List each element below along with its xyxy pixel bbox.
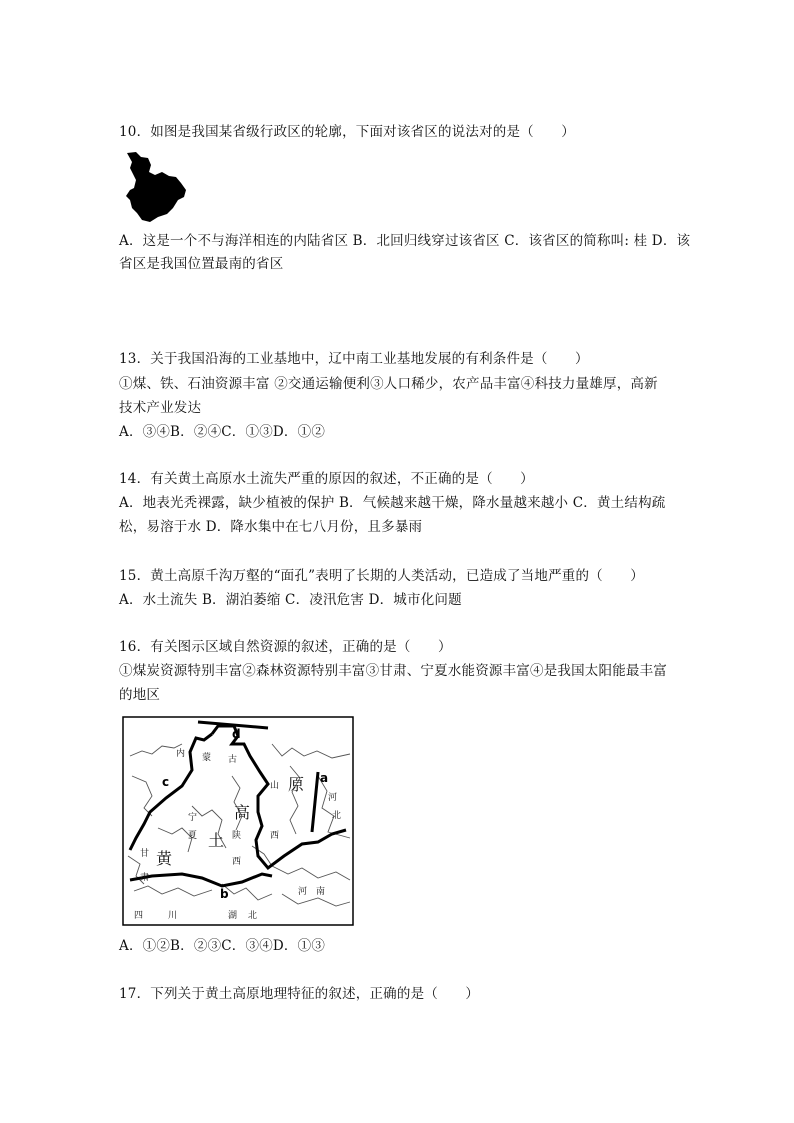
province-silhouette bbox=[126, 152, 186, 222]
label-ning: 宁 bbox=[188, 813, 198, 823]
label-nei: 内 bbox=[176, 749, 186, 759]
q14-options-line1: A．地表光秃裸露，缺少植被的保护 B．气候越来越干燥，降水量越来越小 C．黄土结构疏 bbox=[119, 495, 666, 511]
label-henan-he: 河 bbox=[298, 887, 308, 897]
label-bei: 北 bbox=[332, 811, 342, 821]
q13-options: A．③④B．②④C．①③D．①② bbox=[119, 424, 326, 440]
label-su: 肃 bbox=[140, 873, 150, 883]
q16-stem: 16．有关图示区域自然资源的叙述，正确的是（ ） bbox=[119, 639, 452, 655]
q16-conditions-line2: 的地区 bbox=[119, 687, 161, 703]
label-henan-nan: 南 bbox=[316, 887, 326, 897]
loess-plateau-map bbox=[122, 716, 354, 926]
label-xi-1: 西 bbox=[270, 831, 280, 841]
label-hubei-bei: 北 bbox=[248, 911, 258, 921]
label-hu: 湖 bbox=[228, 911, 238, 921]
label-chuan: 川 bbox=[168, 911, 178, 921]
label-shan: 山 bbox=[270, 781, 280, 791]
label-b: b bbox=[220, 887, 229, 901]
q10-stem: 10．如图是我国某省级行政区的轮廓，下面对该省区的说法对的是（ ） bbox=[119, 124, 575, 140]
label-d: d bbox=[232, 727, 241, 741]
label-meng: 蒙 bbox=[202, 753, 212, 763]
label-gao: 高 bbox=[234, 803, 251, 822]
q10-options-line1: A．这是一个不与海洋相连的内陆省区 B．北回归线穿过该省区 C．该省区的简称叫: 桂 D．该 bbox=[119, 233, 691, 249]
label-gu: 古 bbox=[228, 755, 238, 765]
label-shaanxi-shan: 陕 bbox=[232, 831, 242, 841]
label-xi-2: 西 bbox=[232, 857, 242, 867]
label-tu: 土 bbox=[208, 831, 225, 850]
province-outline-figure bbox=[124, 150, 190, 224]
label-c: c bbox=[162, 775, 170, 789]
label-he: 河 bbox=[328, 793, 338, 803]
q10-options-line2: 省区是我国位置最南的省区 bbox=[119, 256, 284, 272]
label-xia: 夏 bbox=[188, 831, 198, 841]
q13-conditions-line1: ①煤、铁、石油资源丰富 ②交通运输便利③人口稀少，农产品丰富④科技力量雄厚，高新 bbox=[119, 376, 658, 392]
label-a: a bbox=[320, 771, 329, 785]
q17-stem: 17．下列关于黄土高原地理特征的叙述，正确的是（ ） bbox=[119, 986, 480, 1002]
label-yuan: 原 bbox=[288, 775, 305, 794]
q13-conditions-line2: 技术产业发达 bbox=[119, 400, 202, 416]
label-huang: 黄 bbox=[156, 849, 173, 868]
q13-stem: 13．关于我国沿海的工业基地中，辽中南工业基地发展的有利条件是（ ） bbox=[119, 351, 589, 367]
q14-stem: 14．有关黄土高原水土流失严重的原因的叙述，不正确的是（ ） bbox=[119, 471, 534, 487]
q14-options-line2: 松，易溶于水 D．降水集中在七八月份，且多暴雨 bbox=[119, 519, 423, 535]
q16-conditions-line1: ①煤炭资源特别丰富②森林资源特别丰富③甘肃、宁夏水能资源丰富④是我国太阳能最丰富 bbox=[119, 663, 667, 679]
q15-options: A．水土流失 B．湖泊萎缩 C．凌汛危害 D．城市化问题 bbox=[119, 592, 462, 608]
q15-stem: 15．黄土高原千沟万壑的“面孔”表明了长期的人类活动，已造成了当地严重的（ ） bbox=[119, 568, 644, 584]
label-si: 四 bbox=[134, 911, 144, 921]
label-gan: 甘 bbox=[140, 849, 150, 859]
q16-options: A．①②B．②③C．③④D．①③ bbox=[119, 938, 326, 954]
